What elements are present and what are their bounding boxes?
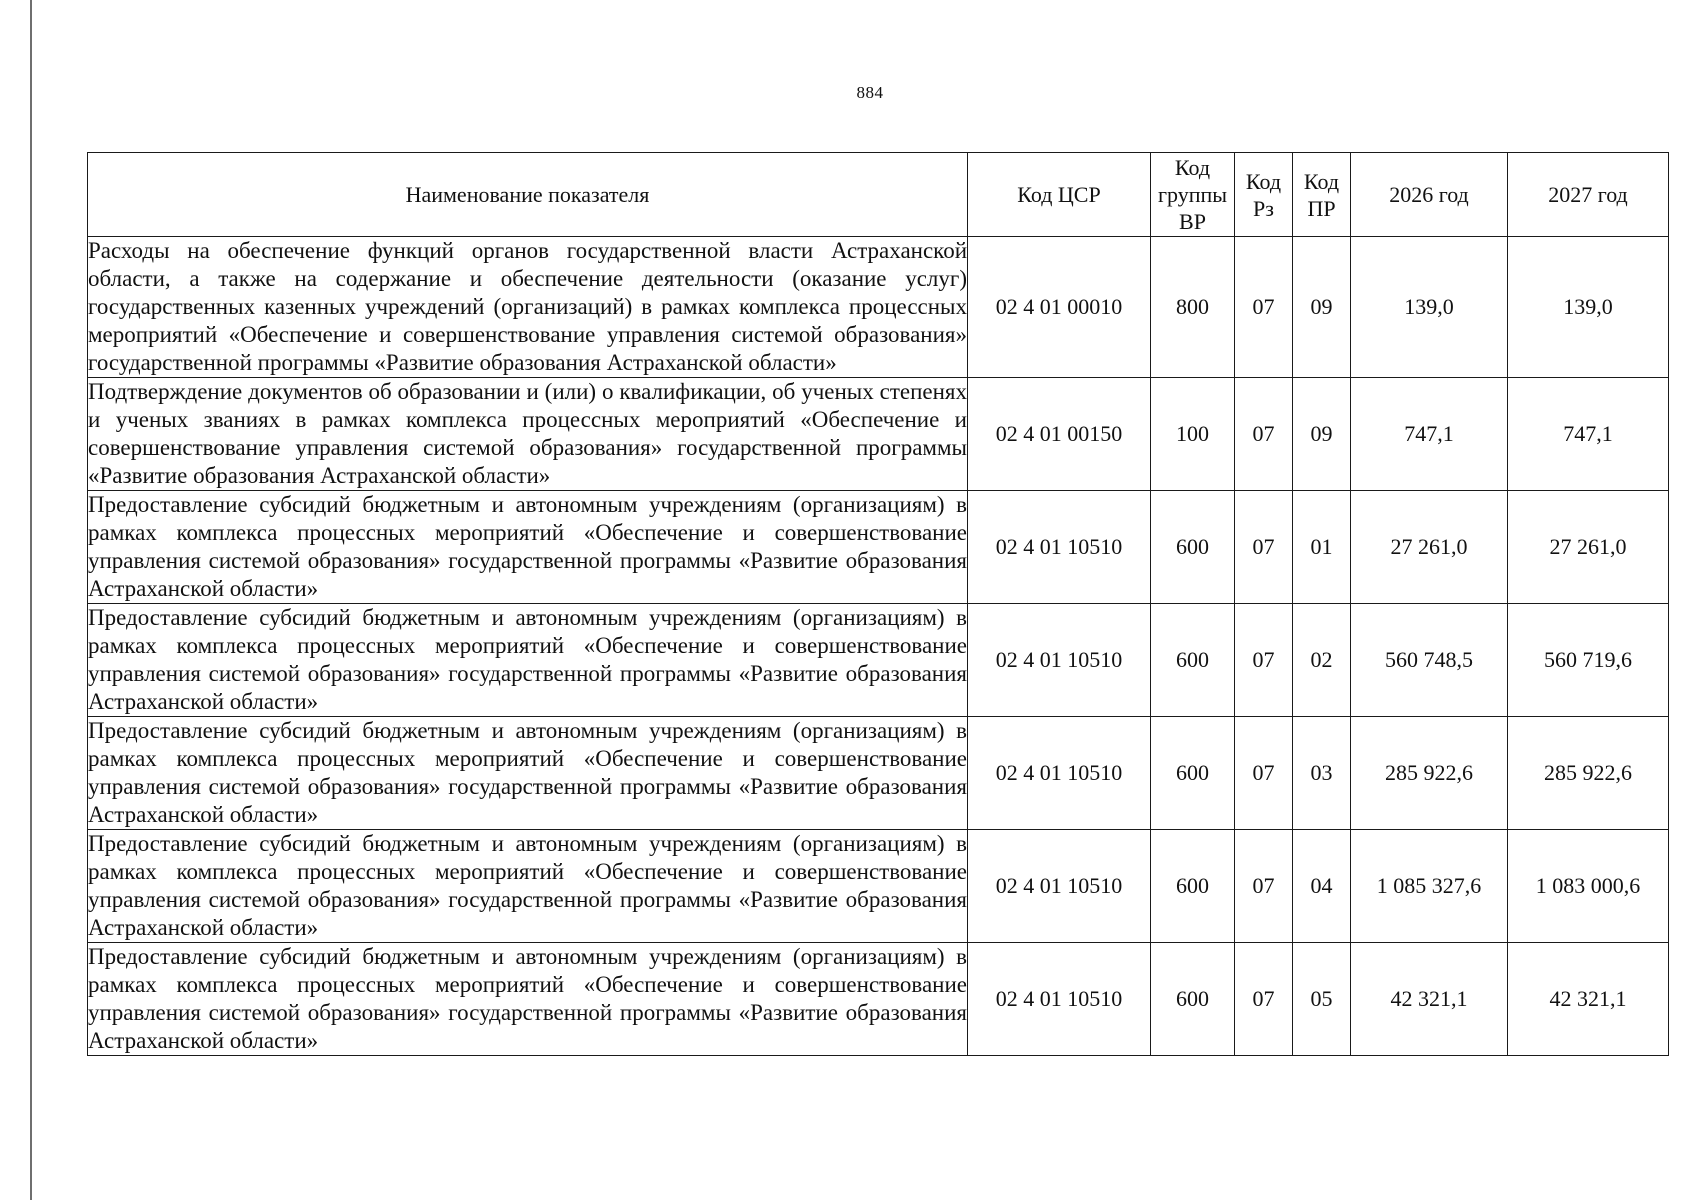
row-code-vr: 800	[1151, 237, 1235, 378]
header-vr: Код группы ВР	[1151, 153, 1235, 237]
table-row	[88, 491, 1669, 604]
table-row	[88, 378, 1669, 491]
page-number: 884	[856, 83, 884, 102]
row-value-2027: 27 261,0	[1508, 491, 1669, 604]
row-code-rz: 07	[1235, 943, 1293, 1056]
table-row	[88, 237, 1669, 378]
table-row	[88, 604, 1669, 717]
table-row	[88, 717, 1669, 830]
row-value-2027: 1 083 000,6	[1508, 830, 1669, 943]
table-row	[88, 943, 1669, 1056]
row-code-csr: 02 4 01 10510	[968, 491, 1151, 604]
row-name: Предоставление субсидий бюджетным и автономным учреждениям (организациям) в рамках комплекса процессных мероприятий «Обеспечение и совершенствование управления системой образования» государственной программы «Развитие образования Астраханской области»	[88, 717, 968, 830]
header-csr: Код ЦСР	[968, 153, 1151, 237]
row-code-pr: 02	[1293, 604, 1351, 717]
row-code-pr: 09	[1293, 237, 1351, 378]
row-code-pr: 04	[1293, 830, 1351, 943]
row-code-csr: 02 4 01 10510	[968, 604, 1151, 717]
row-value-2026: 747,1	[1351, 378, 1508, 491]
row-code-csr: 02 4 01 00150	[968, 378, 1151, 491]
row-code-vr: 600	[1151, 491, 1235, 604]
row-code-vr: 600	[1151, 604, 1235, 717]
row-name: Предоставление субсидий бюджетным и автономным учреждениям (организациям) в рамках комплекса процессных мероприятий «Обеспечение и совершенствование управления системой образования» государственной программы «Развитие образования Астраханской области»	[88, 491, 968, 604]
header-rz: Код Рз	[1235, 153, 1293, 237]
row-name: Расходы на обеспечение функций органов государственной власти Астраханской области, а также на содержание и обеспечение деятельности (оказание услуг) государственных казенных учреждений (организаций) в рамках комплекса процессных мероприятий «Обеспечение и совершенствование управления системой образования» государственной программы «Развитие образования Астраханской области»	[88, 237, 968, 378]
row-code-rz: 07	[1235, 378, 1293, 491]
row-code-csr: 02 4 01 00010	[968, 237, 1151, 378]
budget-table	[87, 152, 1669, 1056]
scan-edge-line	[30, 0, 32, 1200]
row-value-2027: 42 321,1	[1508, 943, 1669, 1056]
row-name: Предоставление субсидий бюджетным и автономным учреждениям (организациям) в рамках комплекса процессных мероприятий «Обеспечение и совершенствование управления системой образования» государственной программы «Развитие образования Астраханской области»	[88, 604, 968, 717]
row-code-rz: 07	[1235, 830, 1293, 943]
row-code-pr: 09	[1293, 378, 1351, 491]
row-value-2027: 285 922,6	[1508, 717, 1669, 830]
row-code-csr: 02 4 01 10510	[968, 830, 1151, 943]
row-code-vr: 600	[1151, 717, 1235, 830]
header-2026: 2026 год	[1351, 153, 1508, 237]
header-name: Наименование показателя	[88, 153, 968, 237]
row-code-csr: 02 4 01 10510	[968, 943, 1151, 1056]
row-value-2026: 42 321,1	[1351, 943, 1508, 1056]
row-code-rz: 07	[1235, 717, 1293, 830]
row-code-vr: 100	[1151, 378, 1235, 491]
row-code-csr: 02 4 01 10510	[968, 717, 1151, 830]
row-value-2026: 27 261,0	[1351, 491, 1508, 604]
row-code-pr: 01	[1293, 491, 1351, 604]
row-value-2026: 139,0	[1351, 237, 1508, 378]
row-value-2027: 560 719,6	[1508, 604, 1669, 717]
row-code-pr: 03	[1293, 717, 1351, 830]
row-value-2026: 1 085 327,6	[1351, 830, 1508, 943]
header-row	[88, 153, 1669, 237]
row-code-rz: 07	[1235, 604, 1293, 717]
table-row	[88, 830, 1669, 943]
row-value-2026: 560 748,5	[1351, 604, 1508, 717]
row-value-2026: 285 922,6	[1351, 717, 1508, 830]
row-code-vr: 600	[1151, 830, 1235, 943]
row-code-rz: 07	[1235, 237, 1293, 378]
row-name: Предоставление субсидий бюджетным и автономным учреждениям (организациям) в рамках комплекса процессных мероприятий «Обеспечение и совершенствование управления системой образования» государственной программы «Развитие образования Астраханской области»	[88, 830, 968, 943]
table-header	[88, 153, 1669, 237]
header-pr: Код ПР	[1293, 153, 1351, 237]
row-name: Подтверждение документов об образовании и (или) о квалификации, об ученых степенях и ученых званиях в рамках комплекса процессных мероприятий «Обеспечение и совершенствование управления системой образования» государственной программы «Развитие образования Астраханской области»	[88, 378, 968, 491]
header-2027: 2027 год	[1508, 153, 1669, 237]
row-code-rz: 07	[1235, 491, 1293, 604]
row-name: Предоставление субсидий бюджетным и автономным учреждениям (организациям) в рамках комплекса процессных мероприятий «Обеспечение и совершенствование управления системой образования» государственной программы «Развитие образования Астраханской области»	[88, 943, 968, 1056]
row-code-vr: 600	[1151, 943, 1235, 1056]
row-code-pr: 05	[1293, 943, 1351, 1056]
row-value-2027: 747,1	[1508, 378, 1669, 491]
table-body	[88, 237, 1669, 1056]
row-value-2027: 139,0	[1508, 237, 1669, 378]
